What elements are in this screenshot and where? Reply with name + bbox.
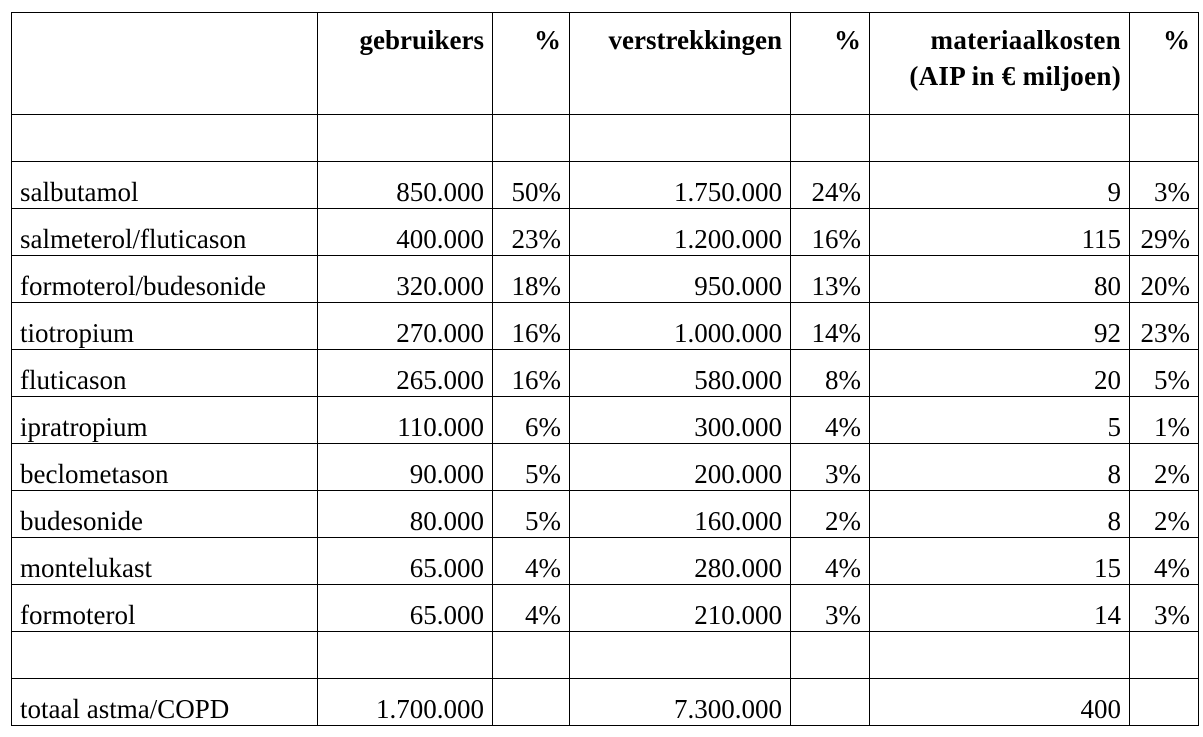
row-name: ipratropium bbox=[12, 397, 318, 444]
spacer-row bbox=[12, 115, 1199, 162]
header-materiaalkosten-pct: % bbox=[1130, 13, 1199, 115]
verstrekkingen-value: 1.200.000 bbox=[570, 209, 791, 256]
materiaalkosten-pct: 23% bbox=[1130, 303, 1199, 350]
gebruikers-value: 850.000 bbox=[318, 162, 493, 209]
materiaalkosten-value: 9 bbox=[870, 162, 1130, 209]
materiaalkosten-pct bbox=[1130, 679, 1199, 726]
materiaalkosten-pct: 29% bbox=[1130, 209, 1199, 256]
verstrekkingen-value: 280.000 bbox=[570, 538, 791, 585]
gebruikers-pct: 6% bbox=[493, 397, 570, 444]
materiaalkosten-pct: 2% bbox=[1130, 491, 1199, 538]
gebruikers-value: 320.000 bbox=[318, 256, 493, 303]
verstrekkingen-value: 1.750.000 bbox=[570, 162, 791, 209]
table-row bbox=[12, 303, 1199, 350]
gebruikers-value: 65.000 bbox=[318, 538, 493, 585]
gebruikers-value: 90.000 bbox=[318, 444, 493, 491]
materiaalkosten-value: 400 bbox=[870, 679, 1130, 726]
spacer-row bbox=[12, 632, 1199, 679]
row-name: beclometason bbox=[12, 444, 318, 491]
materiaalkosten-pct: 2% bbox=[1130, 444, 1199, 491]
total-row bbox=[12, 679, 1199, 726]
gebruikers-pct: 18% bbox=[493, 256, 570, 303]
verstrekkingen-pct: 3% bbox=[791, 444, 870, 491]
table-row bbox=[12, 162, 1199, 209]
materiaalkosten-value: 5 bbox=[870, 397, 1130, 444]
gebruikers-value: 270.000 bbox=[318, 303, 493, 350]
verstrekkingen-value: 7.300.000 bbox=[570, 679, 791, 726]
verstrekkingen-value: 160.000 bbox=[570, 491, 791, 538]
verstrekkingen-value: 1.000.000 bbox=[570, 303, 791, 350]
materiaalkosten-value: 14 bbox=[870, 585, 1130, 632]
verstrekkingen-pct: 24% bbox=[791, 162, 870, 209]
materiaalkosten-pct: 1% bbox=[1130, 397, 1199, 444]
gebruikers-value: 265.000 bbox=[318, 350, 493, 397]
materiaalkosten-value: 80 bbox=[870, 256, 1130, 303]
row-name: tiotropium bbox=[12, 303, 318, 350]
gebruikers-value: 1.700.000 bbox=[318, 679, 493, 726]
header-verstrekkingen-pct: % bbox=[791, 13, 870, 115]
materiaalkosten-value: 92 bbox=[870, 303, 1130, 350]
verstrekkingen-pct: 4% bbox=[791, 538, 870, 585]
table-row bbox=[12, 256, 1199, 303]
table-row bbox=[12, 350, 1199, 397]
gebruikers-pct: 16% bbox=[493, 350, 570, 397]
verstrekkingen-pct bbox=[791, 679, 870, 726]
materiaalkosten-pct: 20% bbox=[1130, 256, 1199, 303]
materiaalkosten-pct: 4% bbox=[1130, 538, 1199, 585]
table-row bbox=[12, 397, 1199, 444]
verstrekkingen-pct: 4% bbox=[791, 397, 870, 444]
header-gebruikers-pct: % bbox=[493, 13, 570, 115]
gebruikers-value: 400.000 bbox=[318, 209, 493, 256]
materiaalkosten-pct: 3% bbox=[1130, 162, 1199, 209]
header-materiaalkosten-line2: (AIP in € miljoen) bbox=[909, 61, 1121, 91]
row-name: salbutamol bbox=[12, 162, 318, 209]
gebruikers-pct: 16% bbox=[493, 303, 570, 350]
verstrekkingen-pct: 8% bbox=[791, 350, 870, 397]
verstrekkingen-pct: 14% bbox=[791, 303, 870, 350]
table-body bbox=[12, 13, 1199, 726]
medication-table bbox=[11, 12, 1199, 726]
gebruikers-pct: 4% bbox=[493, 585, 570, 632]
materiaalkosten-pct: 3% bbox=[1130, 585, 1199, 632]
header-materiaalkosten bbox=[870, 13, 1130, 115]
gebruikers-pct: 5% bbox=[493, 491, 570, 538]
gebruikers-value: 65.000 bbox=[318, 585, 493, 632]
header-row bbox=[12, 13, 1199, 115]
row-name: totaal astma/COPD bbox=[12, 679, 318, 726]
gebruikers-pct: 23% bbox=[493, 209, 570, 256]
row-name: fluticason bbox=[12, 350, 318, 397]
gebruikers-pct: 5% bbox=[493, 444, 570, 491]
materiaalkosten-value: 115 bbox=[870, 209, 1130, 256]
table-row bbox=[12, 585, 1199, 632]
verstrekkingen-pct: 3% bbox=[791, 585, 870, 632]
verstrekkingen-pct: 13% bbox=[791, 256, 870, 303]
row-name: salmeterol/fluticason bbox=[12, 209, 318, 256]
gebruikers-pct: 4% bbox=[493, 538, 570, 585]
row-name: montelukast bbox=[12, 538, 318, 585]
materiaalkosten-value: 8 bbox=[870, 491, 1130, 538]
verstrekkingen-value: 950.000 bbox=[570, 256, 791, 303]
header-gebruikers: gebruikers bbox=[318, 13, 493, 115]
header-verstrekkingen: verstrekkingen bbox=[570, 13, 791, 115]
table-row bbox=[12, 209, 1199, 256]
gebruikers-pct: 50% bbox=[493, 162, 570, 209]
row-name: formoterol bbox=[12, 585, 318, 632]
row-name: formoterol/budesonide bbox=[12, 256, 318, 303]
verstrekkingen-pct: 2% bbox=[791, 491, 870, 538]
verstrekkingen-value: 580.000 bbox=[570, 350, 791, 397]
header-materiaalkosten-line1: materiaalkosten bbox=[930, 25, 1121, 55]
row-name: budesonide bbox=[12, 491, 318, 538]
verstrekkingen-value: 210.000 bbox=[570, 585, 791, 632]
verstrekkingen-pct: 16% bbox=[791, 209, 870, 256]
gebruikers-value: 80.000 bbox=[318, 491, 493, 538]
gebruikers-pct bbox=[493, 679, 570, 726]
materiaalkosten-value: 20 bbox=[870, 350, 1130, 397]
materiaalkosten-value: 15 bbox=[870, 538, 1130, 585]
verstrekkingen-value: 200.000 bbox=[570, 444, 791, 491]
materiaalkosten-pct: 5% bbox=[1130, 350, 1199, 397]
table-row bbox=[12, 491, 1199, 538]
table-row bbox=[12, 444, 1199, 491]
materiaalkosten-value: 8 bbox=[870, 444, 1130, 491]
gebruikers-value: 110.000 bbox=[318, 397, 493, 444]
header-empty bbox=[12, 13, 318, 115]
table-row bbox=[12, 538, 1199, 585]
verstrekkingen-value: 300.000 bbox=[570, 397, 791, 444]
